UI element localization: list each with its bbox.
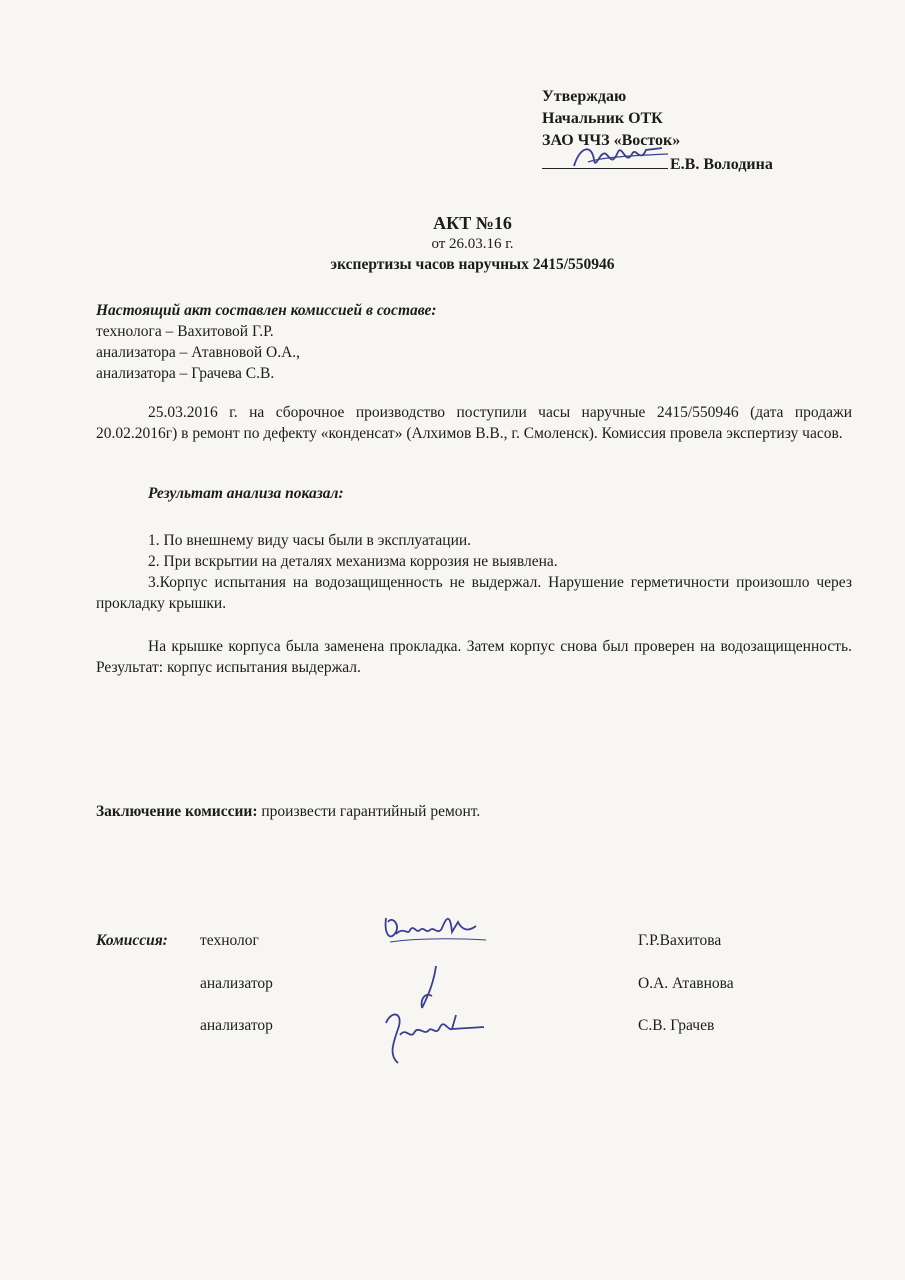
conclusion-block	[96, 803, 480, 821]
commission-heading: Настоящий акт составлен комиссией в составе:	[96, 302, 437, 319]
facts-text: 25.03.2016 г. на сборочное производство поступили часы наручные 2415/550946 (дата продажи 20.02.2016г) в ремонт по дефекту «конденсат» (Алхимов В.В., г. Смоленск). Комиссия провела экспертизу часов.	[96, 404, 852, 442]
approval-line-2: Начальник ОТК	[542, 110, 663, 127]
results-list	[96, 530, 852, 614]
signature-role: анализатор	[200, 1017, 273, 1034]
signature-person: О.А. Атавнова	[638, 975, 734, 992]
commission-member: анализатора – Грачева С.В.	[96, 365, 275, 382]
approval-line-3: ЗАО ЧЧЗ «Восток»	[542, 132, 681, 149]
conclusion-label: Заключение комиссии:	[96, 803, 258, 820]
commission-member: технолога – Вахитовой Г.Р.	[96, 323, 274, 340]
conclusion-text: произвести гарантийный ремонт.	[257, 803, 481, 820]
signature-role: технолог	[200, 932, 259, 949]
result-item: 1. По внешнему виду часы были в эксплуатации.	[148, 532, 472, 549]
approval-signer: Е.В. Володина	[670, 156, 773, 173]
act-subject: экспертизы часов наручных 2415/550946	[330, 256, 615, 273]
result-item: 2. При вскрытии на деталях механизма коррозия не выявлена.	[148, 553, 558, 570]
act-title	[0, 212, 905, 276]
approval-signature-line	[542, 152, 773, 176]
repair-text: На крышке корпуса была заменена прокладка. Затем корпус снова был проверен на водозащищенность. Результат: корпус испытания выдержал.	[96, 638, 852, 676]
approval-signature-icon	[570, 140, 670, 174]
technologist-signature-icon	[380, 908, 490, 948]
signature-person: С.В. Грачев	[638, 1017, 715, 1034]
commission-block	[96, 300, 852, 384]
analyst-2-signature-icon	[378, 1005, 488, 1067]
approval-block	[542, 86, 773, 176]
signature-underline	[542, 152, 668, 169]
result-item: 3.Корпус испытания на водозащищенность не выдержал. Нарушение герметичности произошло через прокладку крышки.	[96, 574, 852, 612]
facts-paragraph	[96, 402, 852, 444]
commission-member: анализатора – Атавновой О.А.,	[96, 344, 301, 361]
signatures-label: Комиссия:	[96, 932, 168, 949]
repair-paragraph	[96, 636, 852, 678]
signature-person: Г.Р.Вахитова	[638, 932, 722, 949]
signature-role: анализатор	[200, 975, 273, 992]
results-heading: Результат анализа показал:	[148, 485, 344, 502]
approval-line-1: Утверждаю	[542, 88, 627, 105]
act-date: от 26.03.16 г.	[431, 236, 514, 252]
act-number: АКТ №16	[433, 213, 512, 233]
